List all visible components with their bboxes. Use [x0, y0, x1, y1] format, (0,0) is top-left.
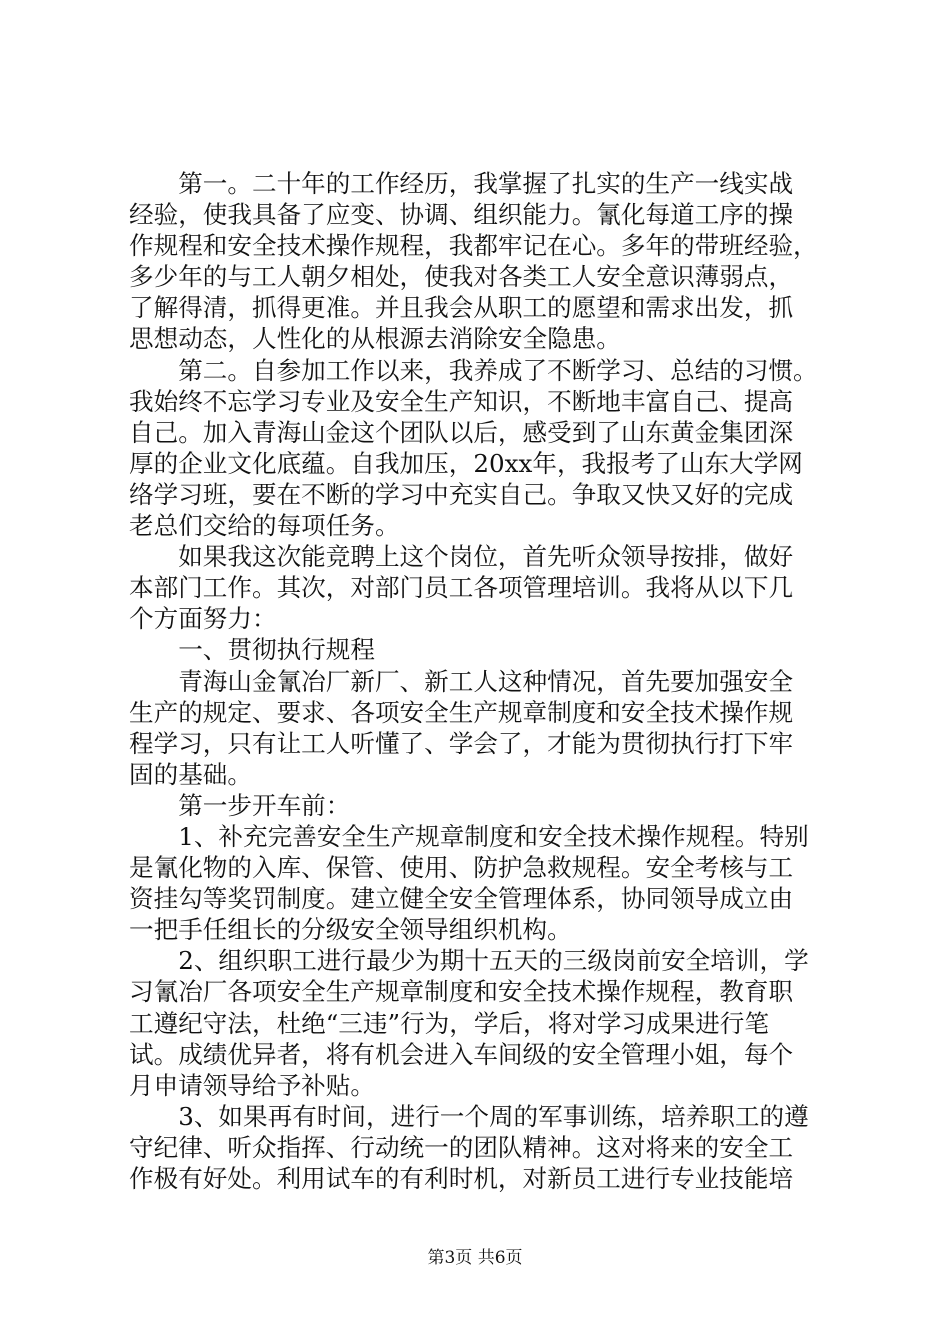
text-line: 第二。自参加工作以来，我养成了不断学习、总结的习惯。: [129, 355, 818, 385]
text-line: 工遵纪守法，杜绝“三违”行为，学后，将对学习成果进行笔: [129, 1008, 769, 1038]
text-line: 作极有好处。利用试车的有利时机，对新员工进行专业技能培: [129, 1164, 794, 1193]
body-text: [129, 168, 829, 1194]
text-line: 我始终不忘学习专业及安全生产知识，不断地丰富自己、提高: [129, 386, 794, 416]
text-line: 厚的企业文化底蕴。自我加压，20xx年，我报考了山东大学网: [129, 448, 803, 478]
text-line: 络学习班，要在不断的学习中充实自己。争取又快又好的完成: [129, 479, 794, 509]
text-line: 2、组织职工进行最少为期十五天的三级岗前安全培训，学: [129, 946, 809, 976]
text-line: 3、如果再有时间，进行一个周的军事训练，培养职工的遵: [129, 1101, 809, 1131]
text-line: 一把手任组长的分级安全领导组织机构。: [129, 915, 572, 945]
text-line: 资挂勾等奖罚制度。建立健全安全管理体系，协同领导成立由: [129, 884, 794, 914]
text-line: 固的基础。: [129, 759, 252, 789]
text-line: 是氰化物的入库、保管、使用、防护急救规程。安全考核与工: [129, 853, 794, 883]
text-line: 了解得清，抓得更准。并且我会从职工的愿望和需求出发，抓: [129, 293, 794, 323]
text-line: 经验，使我具备了应变、协调、组织能力。氰化每道工序的操: [129, 200, 794, 230]
text-line: 习氰冶厂各项安全生产规章制度和安全技术操作规程，教育职: [129, 977, 794, 1007]
text-line: 思想动态，人性化的从根源去消除安全隐患。: [129, 324, 621, 354]
text-line: 月申请领导给予补贴。: [129, 1070, 375, 1100]
text-line: 试。成绩优异者，将有机会进入车间级的安全管理小姐，每个: [129, 1039, 794, 1069]
text-line: 第一。二十年的工作经历，我掌握了扎实的生产一线实战: [129, 169, 794, 198]
section-heading: 一、贯彻执行规程: [129, 635, 375, 665]
text-line: 如果我这次能竞聘上这个岗位，首先听众领导按排，做好: [129, 542, 794, 572]
text-line: 守纪律、听众指挥、行动统一的团队精神。这对将来的安全工: [129, 1132, 794, 1162]
text-line: 多少年的与工人朝夕相处，使我对各类工人安全意识薄弱点，: [129, 262, 794, 292]
text-line: 作规程和安全技术操作规程，我都牢记在心。多年的带班经验，: [129, 231, 818, 261]
text-line: 个方面努力：: [129, 604, 277, 634]
text-line: 本部门工作。其次，对部门员工各项管理培训。我将从以下几: [129, 573, 794, 603]
text-line: 生产的规定、要求、各项安全生产规章制度和安全技术操作规: [129, 697, 794, 727]
step-heading: 第一步开车前：: [129, 790, 351, 820]
text-line: 青海山金氰冶厂新厂、新工人这种情况，首先要加强安全: [129, 666, 794, 696]
text-line: 自己。加入青海山金这个团队以后，感受到了山东黄金集团深: [129, 417, 794, 447]
page-number-footer: 第3页 共6页: [427, 1248, 523, 1268]
text-line: 1、补充完善安全生产规章制度和安全技术操作规程。特别: [129, 821, 809, 851]
text-line: 程学习，只有让工人听懂了、学会了，才能为贯彻执行打下牢: [129, 728, 794, 758]
text-line: 老总们交给的每项任务。: [129, 511, 400, 541]
